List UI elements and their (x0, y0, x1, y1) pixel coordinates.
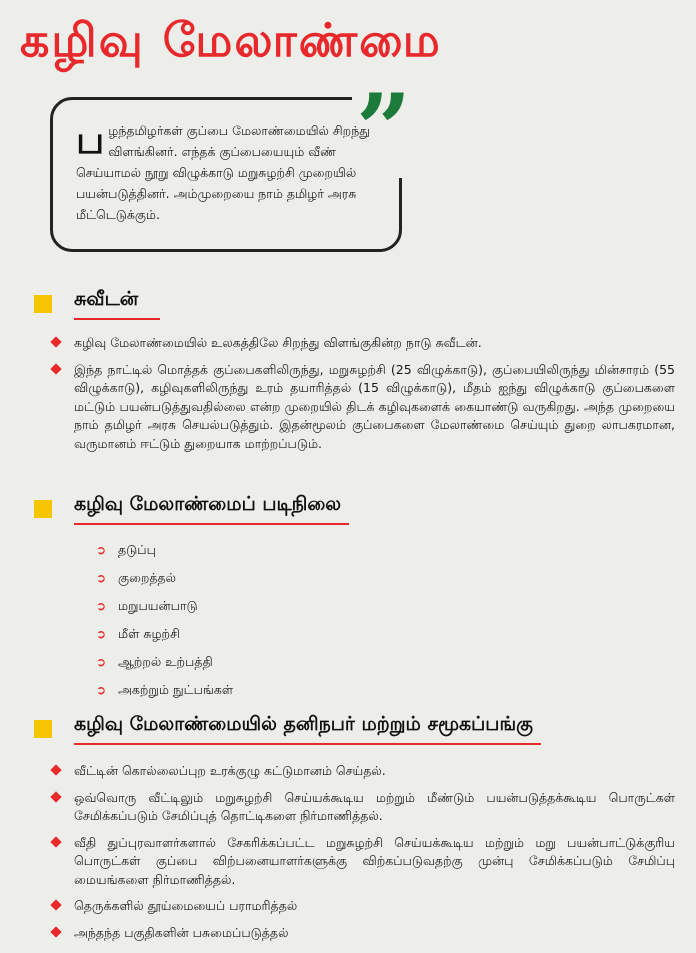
hierarchy-list (96, 536, 396, 704)
chevron-circle-icon: ➲ (96, 683, 107, 697)
section-title: கழிவு மேலாண்மையில் தனிநபர் மற்றும் சமூகப்பங்கு (74, 713, 541, 745)
sweden-list (50, 334, 675, 453)
diamond-bullet-icon (50, 926, 61, 937)
list-item: இந்த நாட்டில் மொத்தக் குப்பைகளிலிருந்து, மறுசுழற்சி (25 விழுக்காடு), குப்பையிலிருந்து மின்சாரம் (55 விழுக்காடு), கழிவுகளிலிருந்து உரம் தயாரித்தல் (15 விழுக்காடு), மீதம் ஐந்து விழுக்காடு குப்பைகளை மட்டும் பயன்படுத்துவதில்லை என்ற முறையில் திடக் கழிவுகளைக் கையாண்டு வருகிறது. அந்த முறையை நாம் தமிழர் அரசு செயல்படுத்தும். இதன்மூலம் குப்பைகளை மேலாண்மை செய்யும் துறை லாபகரமான, வருமானம் ஈட்டும் துறையாக மாற்றப்படும். (50, 361, 675, 454)
list-item: தெருக்களில் தூய்மையைப் பராமரித்தல் (50, 897, 675, 916)
list-item: ➲ அகற்றும் நுட்பங்கள் (96, 676, 396, 704)
diamond-bullet-icon (50, 336, 61, 347)
chevron-circle-icon: ➲ (96, 599, 107, 613)
square-bullet-icon (34, 500, 52, 518)
quote-text (76, 120, 386, 225)
list-item: ➲ ஆற்றல் உற்பத்தி (96, 648, 396, 676)
drop-cap: ப (76, 118, 105, 162)
diamond-bullet-icon (50, 363, 61, 374)
list-item: ➲ மறுபயன்பாடு (96, 592, 396, 620)
list-item: அந்தந்த பகுதிகளின் பசுமைப்படுத்தல் (50, 924, 675, 943)
list-item: கழிவு மேலாண்மையில் உலகத்திலே சிறந்து விளங்குகின்ற நாடு சுவீடன். (50, 334, 675, 353)
section-title: சுவீடன் (74, 288, 160, 320)
list-item: ஒவ்வொரு வீட்டிலும் மறுசுழற்சி செய்யக்கூடிய மற்றும் மீண்டும் பயன்படுத்தக்கூடிய பொருட்கள் சேமிக்கப்படும் சேமிப்புத் தொட்டிகளை நிர்மாணித்தல். (50, 789, 675, 826)
list-item: ➲ குறைத்தல் (96, 564, 396, 592)
chevron-circle-icon: ➲ (96, 571, 107, 585)
page-title: கழிவு மேலாண்மை (20, 13, 442, 67)
list-item: வீதி துப்புரவாளர்களால் சேகரிக்கப்பட்ட மறுசுழற்சி செய்யக்கூடிய மற்றும் மறு பயன்பாட்டுக்குரிய பொருட்கள் குப்பை விற்பனையாளர்களுக்கு விற்கப்படுவதற்கு முன்பு சேமிக்கப்படும் சேமிப்பு மையங்களை நிர்மாணித்தல். (50, 834, 675, 890)
square-bullet-icon (34, 295, 52, 313)
section-title: கழிவு மேலாண்மைப் படிநிலை (74, 493, 349, 525)
diamond-bullet-icon (50, 764, 61, 775)
quote-mark-icon: ” (352, 82, 415, 178)
chevron-circle-icon: ➲ (96, 543, 107, 557)
chevron-circle-icon: ➲ (96, 655, 107, 669)
chevron-circle-icon: ➲ (96, 627, 107, 641)
diamond-bullet-icon (50, 791, 61, 802)
diamond-bullet-icon (50, 899, 61, 910)
quote-body: ழந்தமிழர்கள் குப்பை மேலாண்மையில் சிறந்து விளங்கினர். எந்தக் குப்பையையும் வீண் செய்யாமல் நூறு விழுக்காடு மறுசுழற்சி முறையில் பயன்படுத்தினர். அம்முறையை நாம் தமிழர் அரசு மீட்டெடுக்கும். (76, 123, 371, 222)
section-participation-heading (34, 713, 541, 745)
section-sweden-heading (34, 288, 160, 320)
list-item: ➲ மீள் சுழற்சி (96, 620, 396, 648)
participation-list (50, 762, 675, 942)
square-bullet-icon (34, 720, 52, 738)
diamond-bullet-icon (50, 836, 61, 847)
list-item: ➲ தடுப்பு (96, 536, 396, 564)
list-item: வீட்டின் கொல்லைப்புற உரக்குழு கட்டுமானம் செய்தல். (50, 762, 675, 781)
section-hierarchy-heading (34, 493, 349, 525)
